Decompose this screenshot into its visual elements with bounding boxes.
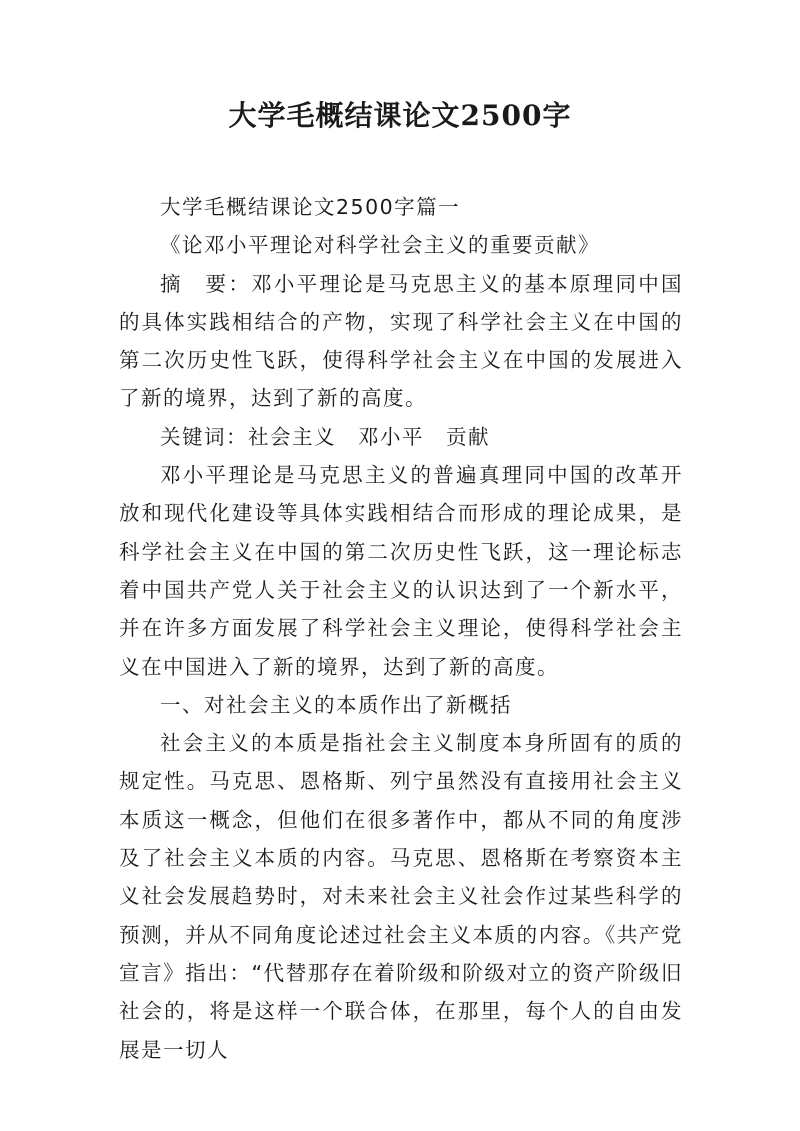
article-title: 《论邓小平理论对科学社会主义的重要贡献》 xyxy=(160,233,600,258)
subsection-heading: 一、对社会主义的本质作出了新概括 xyxy=(160,692,512,717)
abstract-paragraph: 摘 要：邓小平理论是马克思主义的基本原理同中国的具体实践相结合的产物，实现了科学社会主义在中国的第二次历史性飞跃，使得科学社会主义在中国的发展进入了新的境界，达到了新的高度。 xyxy=(119,271,683,411)
body-paragraph: 社会主义的本质是指社会主义制度本身所固有的质的规定性。马克思、恩格斯、列宁虽然没有直接用社会主义本质这一概念，但他们在很多著作中，都从不同的角度涉及了社会主义本质的内容。马克思、恩格斯在考察资本主义社会发展趋势时，对未来社会主义社会作过某些科学的预测，并从不同角度论述过社会主义本质的内容。《共产党宣言》指出：“代替那存在着阶级和阶级对立的资产阶级旧社会的，将是这样一个联合体，在那里，每个人的自由发展是一切人 xyxy=(119,731,683,1062)
document-title: 大学毛概结课论文2500字 xyxy=(228,99,572,132)
keywords-line: 关键词：社会主义 邓小平 贡献 xyxy=(160,424,490,449)
section-heading: 大学毛概结课论文2500字篇一 xyxy=(160,195,461,219)
document-body xyxy=(119,188,683,1069)
body-paragraph: 邓小平理论是马克思主义的普遍真理同中国的改革开放和现代化建设等具体实践相结合而形成的理论成果，是科学社会主义在中国的第二次历史性飞跃，这一理论标志着中国共产党人关于社会主义的认识达到了一个新水平，并在许多方面发展了科学社会主义理论，使得科学社会主义在中国进入了新的境界，达到了新的高度。 xyxy=(119,463,683,679)
